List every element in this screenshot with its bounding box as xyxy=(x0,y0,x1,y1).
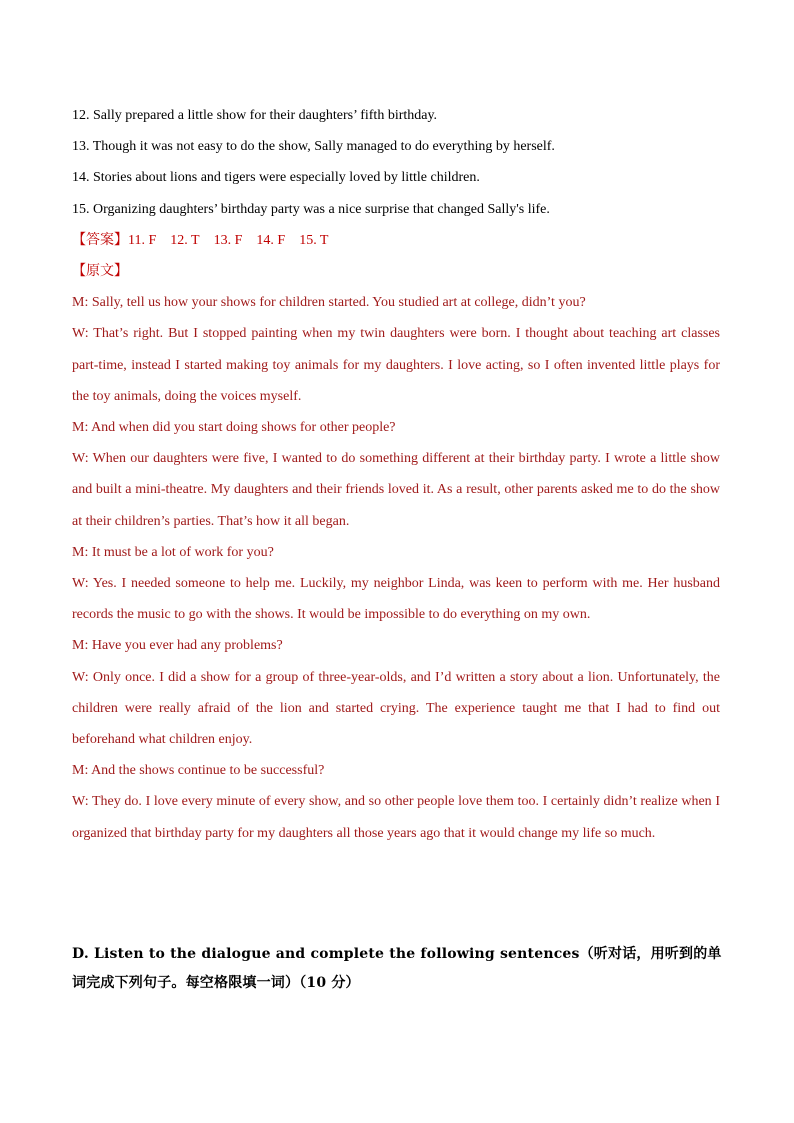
transcript-line: W: Only once. I did a show for a group of three-year-olds, and I’d written a story about a lion. Unfortunately, the children were really afraid of the lion and started crying. The experience taught me that I had to find out beforehand what children enjoy. xyxy=(72,669,720,748)
transcript-line: M: It must be a lot of work for you? xyxy=(72,544,274,560)
document-body xyxy=(72,100,720,849)
answer-value: 15. T xyxy=(299,232,329,248)
transcript-line: M: And the shows continue to be successful? xyxy=(72,763,325,779)
transcript-line: W: They do. I love every minute of every show, and so other people love them too. I certainly didn’t realize when I organized that birthday party for my daughters all those years ago that it would change my life so much. xyxy=(72,794,720,841)
transcript-label: 【原文】 xyxy=(72,263,128,280)
transcript-line: M: Sally, tell us how your shows for children started. You studied art at college, didn’t you? xyxy=(72,295,586,311)
statement-12: 12. Sally prepared a little show for their daughters’ fifth birthday. xyxy=(72,108,438,123)
section-d-heading: D. Listen to the dialogue and complete the following sentences（听对话，用听到的单词完成下列句子。每空格限填一词）（10 分） xyxy=(72,946,722,991)
transcript-line: M: Have you ever had any problems? xyxy=(72,638,283,654)
transcript-line: W: When our daughters were five, I wanted to do something different at their birthday party. I wrote a little show and built a mini-theatre. My daughters and their friends loved it. As a result, other parents asked me to do the show at their children’s parties. That’s how it all began. xyxy=(72,451,720,529)
statement-14: 14. Stories about lions and tigers were especially loved by little children. xyxy=(72,170,480,186)
statement-15: 15. Organizing daughters’ birthday party was a nice surprise that changed Sally's life. xyxy=(72,201,550,217)
answer-row xyxy=(72,225,720,256)
answer-value: 11. F xyxy=(128,232,157,248)
answer-label: 【答案】 xyxy=(72,231,128,248)
transcript-line: W: That’s right. But I stopped painting when my twin daughters were born. I thought about teaching art classes part-time, instead I started making toy animals for my daughters. I love acting, so I often invented little plays for the toy animals, doing the voices myself. xyxy=(72,326,720,404)
transcript-label-row xyxy=(72,256,720,287)
answer-value: 13. F xyxy=(213,232,243,248)
answer-value: 12. T xyxy=(170,232,200,248)
transcript-line: W: Yes. I needed someone to help me. Luckily, my neighbor Linda, was keen to perform with me. Her husband records the music to go with the shows. It would be impossible to do everything on my own. xyxy=(72,576,720,623)
answer-values xyxy=(128,233,343,248)
statement-13: 13. Though it was not easy to do the show, Sally managed to do everything by herself. xyxy=(72,139,555,155)
answer-value: 14. F xyxy=(256,232,286,248)
transcript-line: M: And when did you start doing shows for other people? xyxy=(72,420,396,436)
